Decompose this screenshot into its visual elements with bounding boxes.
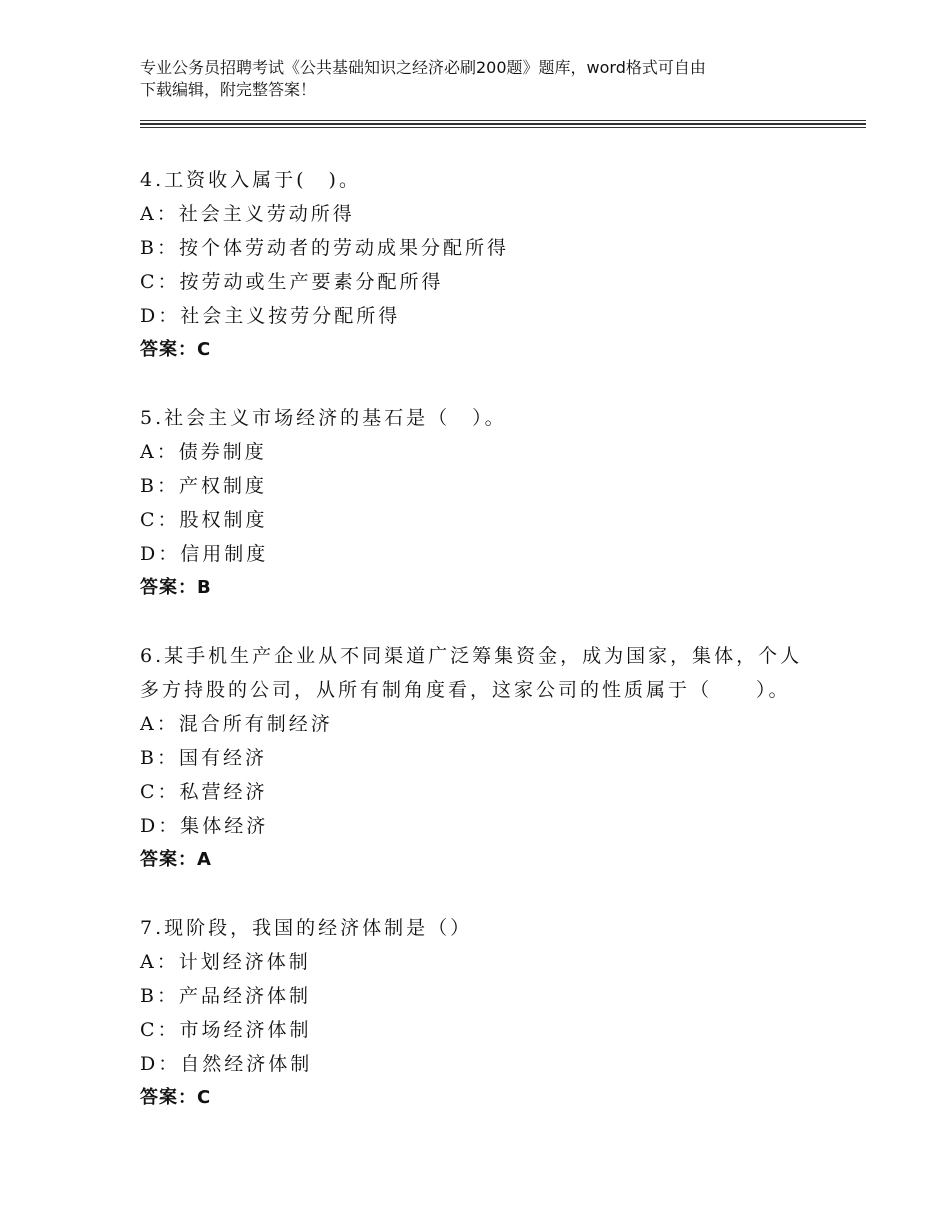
option-d: D：自然经济体制 <box>140 1053 313 1075</box>
option-b: B：产品经济体制 <box>140 985 311 1007</box>
question-4 <box>140 163 840 367</box>
answer-label: 答案：B <box>140 577 212 598</box>
question-stem-line: 7.现阶段，我国的经济体制是（） <box>140 917 473 939</box>
question-stem <box>140 639 840 707</box>
question-stem-line: 5.社会主义市场经济的基石是（ ）。 <box>140 407 507 429</box>
answer-label: 答案：C <box>140 339 212 360</box>
option-d: D：信用制度 <box>140 543 269 565</box>
question-stem-line: 4.工资收入属于( )。 <box>140 169 361 191</box>
question-7 <box>140 911 840 1115</box>
header-line-1: 专业公务员招聘考试《公共基础知识之经济必刷200题》题库，word格式可自由 <box>140 58 706 77</box>
question-5 <box>140 401 840 605</box>
option-a: A：社会主义劳动所得 <box>140 203 355 225</box>
header-divider-middle <box>140 123 866 125</box>
option-d: D：社会主义按劳分配所得 <box>140 305 401 327</box>
option-b: B：产权制度 <box>140 475 267 497</box>
option-a: A：混合所有制经济 <box>140 713 333 735</box>
question-stem-line: 多方持股的公司，从所有制角度看，这家公司的性质属于（ ）。 <box>140 679 791 701</box>
question-6 <box>140 639 840 877</box>
option-d: D：集体经济 <box>140 815 269 837</box>
option-b: B：国有经济 <box>140 747 267 769</box>
question-list <box>140 163 840 1149</box>
document-header <box>140 57 820 101</box>
option-b: B：按个体劳动者的劳动成果分配所得 <box>140 237 509 259</box>
option-a: A：计划经济体制 <box>140 951 311 973</box>
header-divider-bottom <box>140 127 866 128</box>
question-stem <box>140 163 840 197</box>
header-divider-top <box>140 120 866 121</box>
option-c: C：按劳动或生产要素分配所得 <box>140 271 444 293</box>
question-stem-line: 6.某手机生产企业从不同渠道广泛筹集资金，成为国家，集体，个人 <box>140 645 803 667</box>
option-a: A：债券制度 <box>140 441 267 463</box>
header-line-2: 下载编辑，附完整答案！ <box>140 80 317 99</box>
question-stem <box>140 401 840 435</box>
option-c: C：市场经济体制 <box>140 1019 312 1041</box>
option-c: C：私营经济 <box>140 781 268 803</box>
question-stem <box>140 911 840 945</box>
answer-label: 答案：A <box>140 849 212 870</box>
option-c: C：股权制度 <box>140 509 268 531</box>
answer-label: 答案：C <box>140 1087 212 1108</box>
